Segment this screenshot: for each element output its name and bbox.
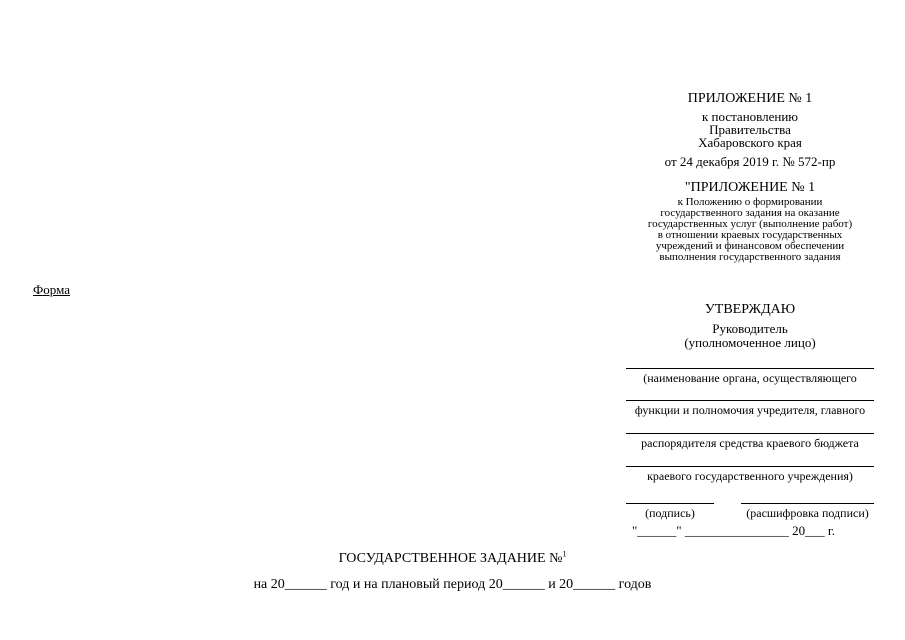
approve-authorized: (уполномоченное лицо) xyxy=(684,335,816,350)
appendix-date: от 24 декабря 2019 г. № 572-пр xyxy=(664,154,836,169)
appendix2-line: учреждений и финансовом обеспечении xyxy=(655,240,845,252)
appendix-region: Хабаровского края xyxy=(698,135,802,150)
approve-date-line: "______" ________________ 20___ г. xyxy=(632,523,835,538)
appendix2-line: государственного задания на оказание xyxy=(660,207,840,219)
form-label: Форма xyxy=(33,282,70,297)
approve-caption-4: краевого государственного учреждения) xyxy=(647,469,853,483)
approve-line-4 xyxy=(626,466,874,467)
appendix2-title: "ПРИЛОЖЕНИЕ № 1 xyxy=(684,180,816,195)
approve-line-3 xyxy=(626,433,874,434)
signature-caption: (подпись) xyxy=(645,506,695,520)
decoding-caption: (расшифровка подписи) xyxy=(746,506,869,520)
approve-caption-1: (наименование органа, осуществляющего xyxy=(643,371,857,385)
appendix2-line: в отношении краевых государственных xyxy=(657,229,843,241)
appendix-to: к постановлению xyxy=(701,109,799,124)
task-title-text: ГОСУДАРСТВЕННОЕ ЗАДАНИЕ № xyxy=(338,551,563,566)
task-footnote: 1 xyxy=(562,549,567,559)
appendix2-line: к Положению о формировании xyxy=(677,196,823,208)
appendix2-line: выполнения государственного задания xyxy=(659,251,841,263)
task-period: на 20______ год и на плановый период 20______ и 20______ годов xyxy=(253,577,652,592)
approve-caption-2: функции и полномочия учредителя, главного xyxy=(634,403,866,417)
decoding-line xyxy=(741,503,874,504)
approve-line-1 xyxy=(626,368,874,369)
approve-line-2 xyxy=(626,400,874,401)
appendix-gov: Правительства xyxy=(709,122,791,137)
approve-caption-3: распорядителя средства краевого бюджета xyxy=(641,436,859,450)
approve-title: УТВЕРЖДАЮ xyxy=(704,302,796,317)
appendix2-text xyxy=(610,197,890,263)
signature-line xyxy=(626,503,714,504)
task-title xyxy=(200,551,705,567)
appendix-title: ПРИЛОЖЕНИЕ № 1 xyxy=(687,91,813,106)
appendix2-line: государственных услуг (выполнение работ) xyxy=(647,218,853,230)
approve-head: Руководитель xyxy=(712,321,788,336)
